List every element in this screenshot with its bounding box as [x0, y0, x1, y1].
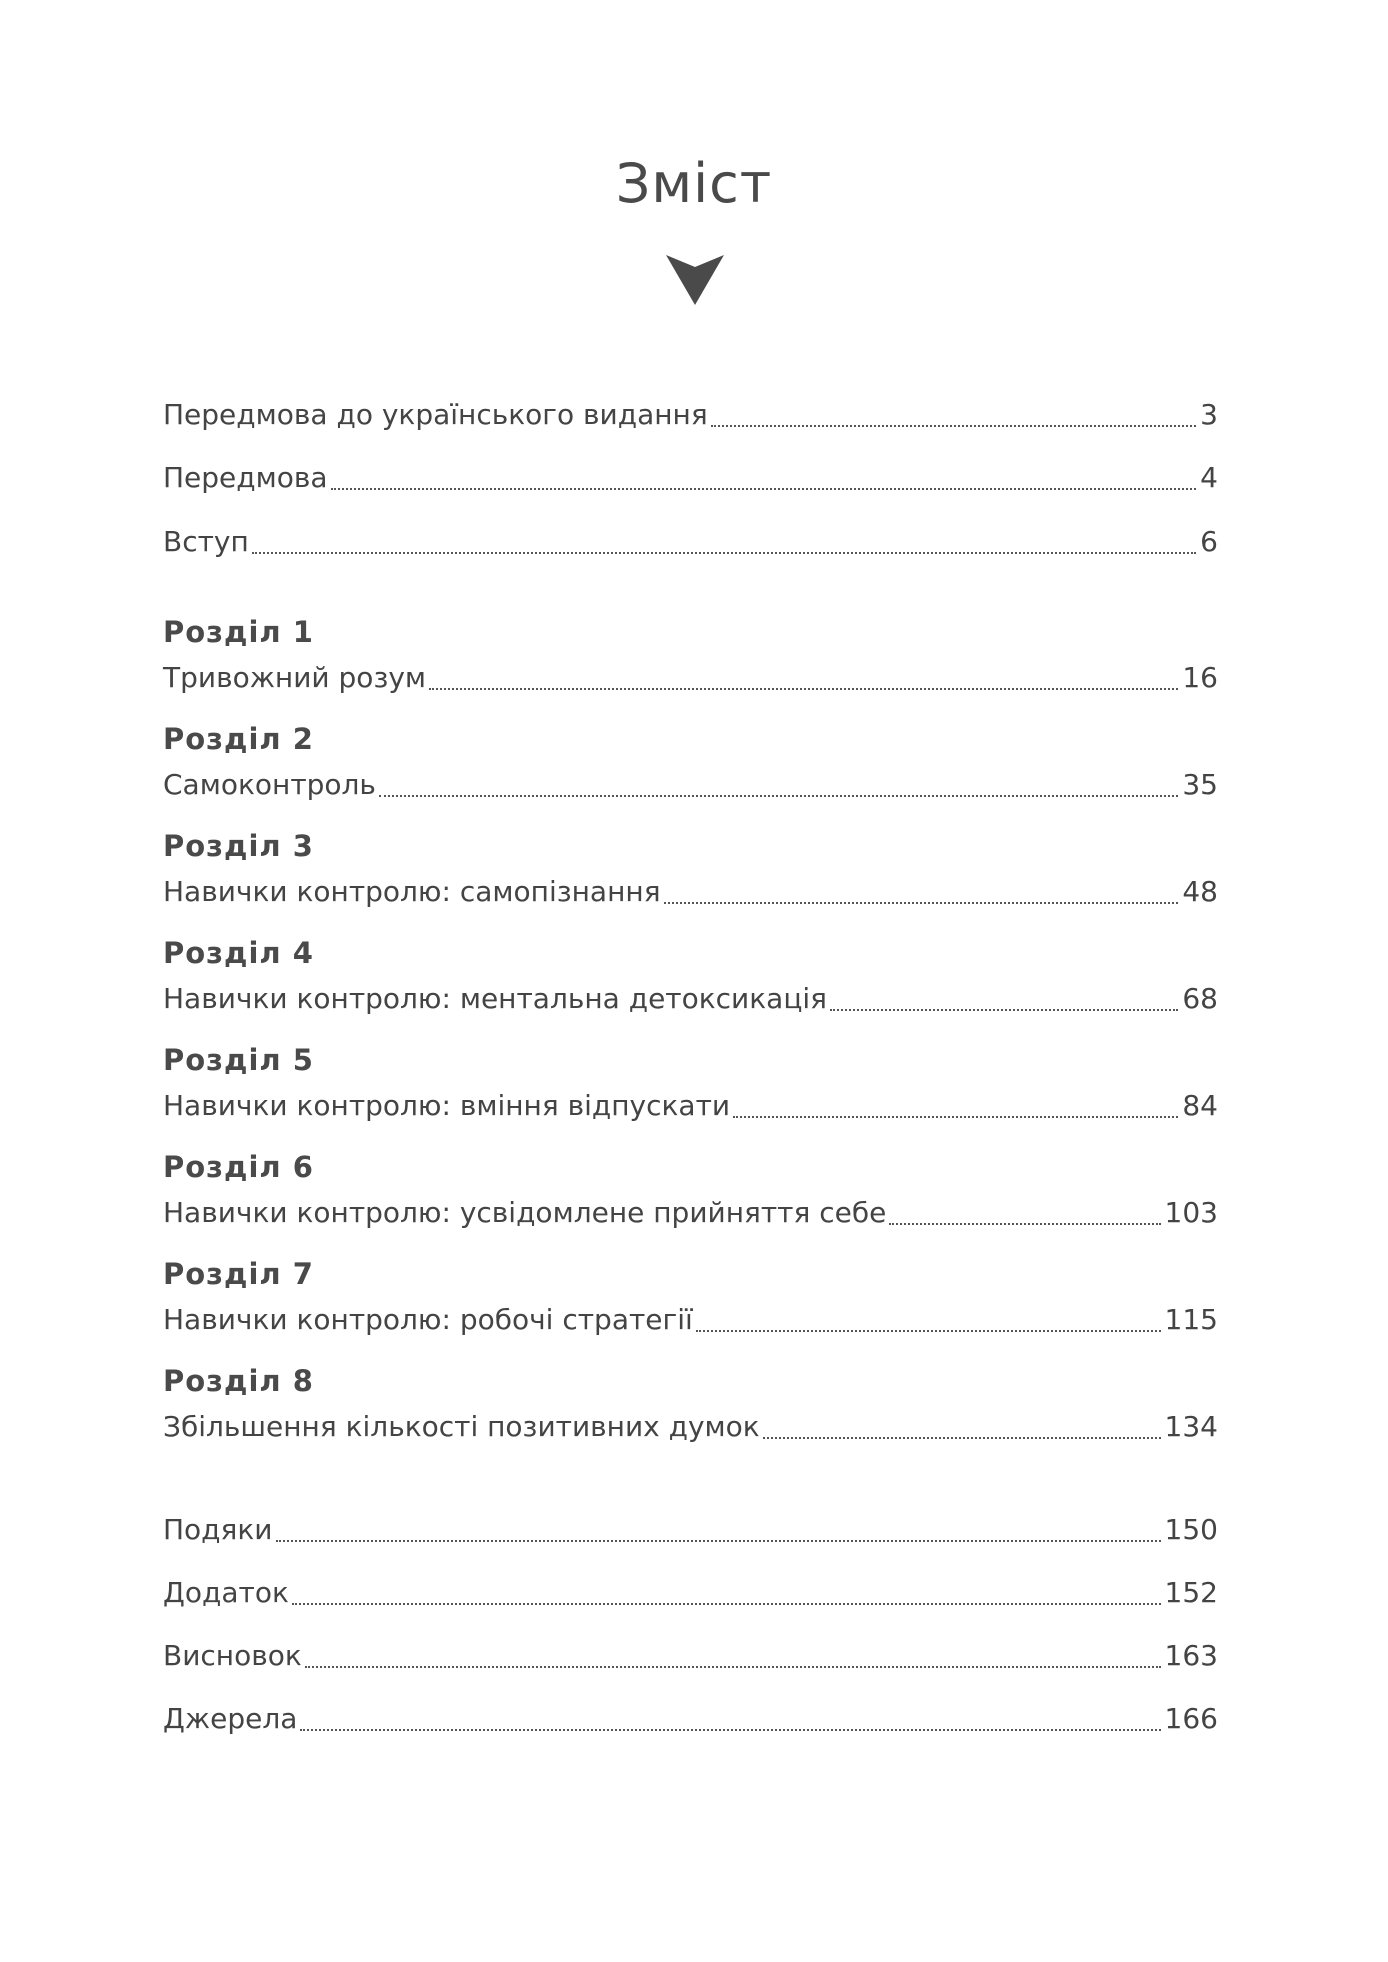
toc-entry[interactable] [163, 1407, 1218, 1447]
toc-entry-page: 68 [1182, 982, 1218, 1015]
toc-entry-page: 4 [1200, 461, 1218, 494]
toc-entry[interactable] [163, 1573, 1218, 1613]
toc-entry-title: Навички контролю: робочі стратегії [163, 1303, 693, 1336]
dot-leader [733, 1114, 1178, 1118]
toc-entry-page: 84 [1182, 1089, 1218, 1122]
dot-leader [276, 1538, 1161, 1542]
chapter-label: Розділ 5 [163, 1043, 314, 1077]
chapter-label: Розділ 7 [163, 1257, 314, 1291]
dot-leader [331, 486, 1197, 490]
toc-entry-title: Висновок [163, 1639, 302, 1672]
down-arrowhead-icon [666, 255, 724, 305]
toc-entry-page: 152 [1164, 1576, 1218, 1609]
toc-entry[interactable] [163, 522, 1218, 562]
toc-entry-title: Джерела [163, 1702, 298, 1735]
dot-leader [429, 686, 1178, 690]
toc-entry-page: 115 [1164, 1303, 1218, 1336]
toc-entry[interactable] [163, 872, 1218, 912]
toc-entry[interactable] [163, 1699, 1218, 1739]
toc-entry-title: Тривожний розум [163, 661, 427, 694]
dot-leader [300, 1727, 1160, 1731]
dot-leader [252, 550, 1196, 554]
toc-entry-title: Навички контролю: усвідомлене прийняття себе [163, 1196, 887, 1229]
dot-leader [664, 900, 1179, 904]
dot-leader [711, 423, 1196, 427]
chapter-label: Розділ 8 [163, 1364, 314, 1398]
toc-entry-title: Навички контролю: ментальна детоксикація [163, 982, 828, 1015]
toc-entry-page: 3 [1200, 398, 1218, 431]
chapter-label: Розділ 1 [163, 615, 314, 649]
toc-entry[interactable] [163, 979, 1218, 1019]
toc-entry-page: 6 [1200, 525, 1218, 558]
chapter-label: Розділ 2 [163, 722, 314, 756]
toc-entry-page: 166 [1164, 1702, 1218, 1735]
toc-entry-title: Вступ [163, 525, 249, 558]
toc-entry-page: 103 [1164, 1196, 1218, 1229]
dot-leader [379, 793, 1178, 797]
toc-entry-title: Навички контролю: вміння відпускати [163, 1089, 731, 1122]
toc-entry[interactable] [163, 1636, 1218, 1676]
toc-entry[interactable] [163, 1510, 1218, 1550]
toc-entry[interactable] [163, 1086, 1218, 1126]
dot-leader [305, 1664, 1161, 1668]
dot-leader [889, 1221, 1160, 1225]
toc-entry-title: Подяки [163, 1513, 273, 1546]
chapter-label: Розділ 4 [163, 936, 314, 970]
dot-leader [830, 1007, 1178, 1011]
toc-entry-page: 48 [1182, 875, 1218, 908]
toc-entry[interactable] [163, 1300, 1218, 1340]
toc-entry-title: Передмова до українського видання [163, 398, 708, 431]
page-title: Зміст [615, 152, 773, 215]
toc-entry[interactable] [163, 765, 1218, 805]
dot-leader [763, 1435, 1161, 1439]
toc-entry-page: 163 [1164, 1639, 1218, 1672]
chapter-label: Розділ 3 [163, 829, 314, 863]
toc-entry[interactable] [163, 395, 1218, 435]
toc-entry[interactable] [163, 658, 1218, 698]
toc-entry-title: Навички контролю: самопізнання [163, 875, 661, 908]
toc-entry-title: Збільшення кількості позитивних думок [163, 1410, 760, 1443]
toc-entry-page: 16 [1182, 661, 1218, 694]
toc-entry[interactable] [163, 458, 1218, 498]
toc-entry-title: Передмова [163, 461, 328, 494]
toc-entry-page: 35 [1182, 768, 1218, 801]
chapter-label: Розділ 6 [163, 1150, 314, 1184]
dot-leader [696, 1328, 1161, 1332]
dot-leader [292, 1601, 1161, 1605]
toc-entry[interactable] [163, 1193, 1218, 1233]
toc-entry-title: Додаток [163, 1576, 289, 1609]
toc-entry-page: 150 [1164, 1513, 1218, 1546]
toc-entry-title: Самоконтроль [163, 768, 376, 801]
toc-entry-page: 134 [1164, 1410, 1218, 1443]
